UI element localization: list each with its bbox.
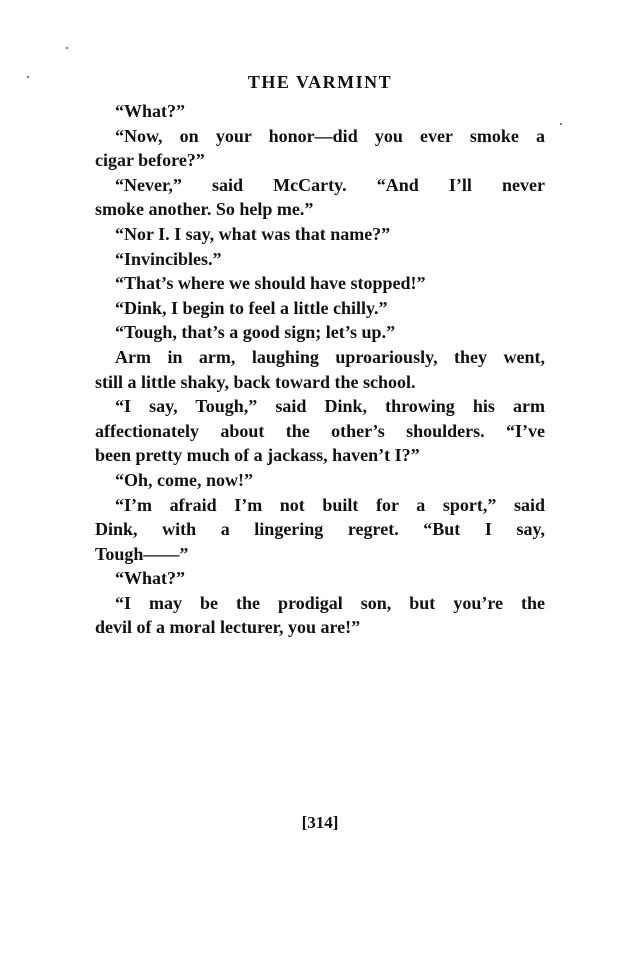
- text-line: “Now, on your honor—did you ever smoke a: [115, 125, 545, 146]
- text-line: “Never,” said McCarty. “And I’ll never: [115, 174, 545, 195]
- text-line: Dink, with a lingering regret. “But I say,: [95, 519, 545, 540]
- body-text: [95, 99, 545, 640]
- text-line: affectionately about the other’s shoulders. “I’ve: [95, 420, 545, 441]
- text-line: “Tough, that’s a good sign; let’s up.”: [115, 322, 396, 343]
- page-number: [314]: [301, 813, 339, 832]
- text-line: still a little shaky, back toward the school.: [95, 371, 416, 392]
- text-line: “Dink, I begin to feel a little chilly.”: [115, 297, 388, 318]
- text-line: cigar before?”: [95, 150, 205, 171]
- text-line: “Nor I. I say, what was that name?”: [115, 223, 391, 244]
- print-speck: [66, 47, 68, 49]
- running-head: THE VARMINT: [247, 72, 393, 92]
- text-line: smoke another. So help me.”: [95, 199, 314, 220]
- text-line: Tough——”: [95, 543, 189, 564]
- text-line: “I may be the prodigal son, but you’re the: [115, 592, 545, 613]
- text-line: “What?”: [115, 101, 186, 121]
- text-line: “I’m afraid I’m not built for a sport,” said: [115, 494, 545, 515]
- text-line: “That’s where we should have stopped!”: [115, 273, 426, 294]
- text-line: “Invincibles.”: [115, 248, 222, 269]
- text-line: “I say, Tough,” said Dink, throwing his arm: [115, 396, 545, 417]
- print-speck: [560, 123, 562, 125]
- text-line: Arm in arm, laughing uproariously, they went,: [115, 346, 545, 367]
- text-line: “Oh, come, now!”: [115, 469, 253, 490]
- text-line: been pretty much of a jackass, haven’t I?”: [95, 445, 420, 466]
- text-line: “What?”: [115, 568, 186, 589]
- text-line: devil of a moral lecturer, you are!”: [95, 617, 361, 638]
